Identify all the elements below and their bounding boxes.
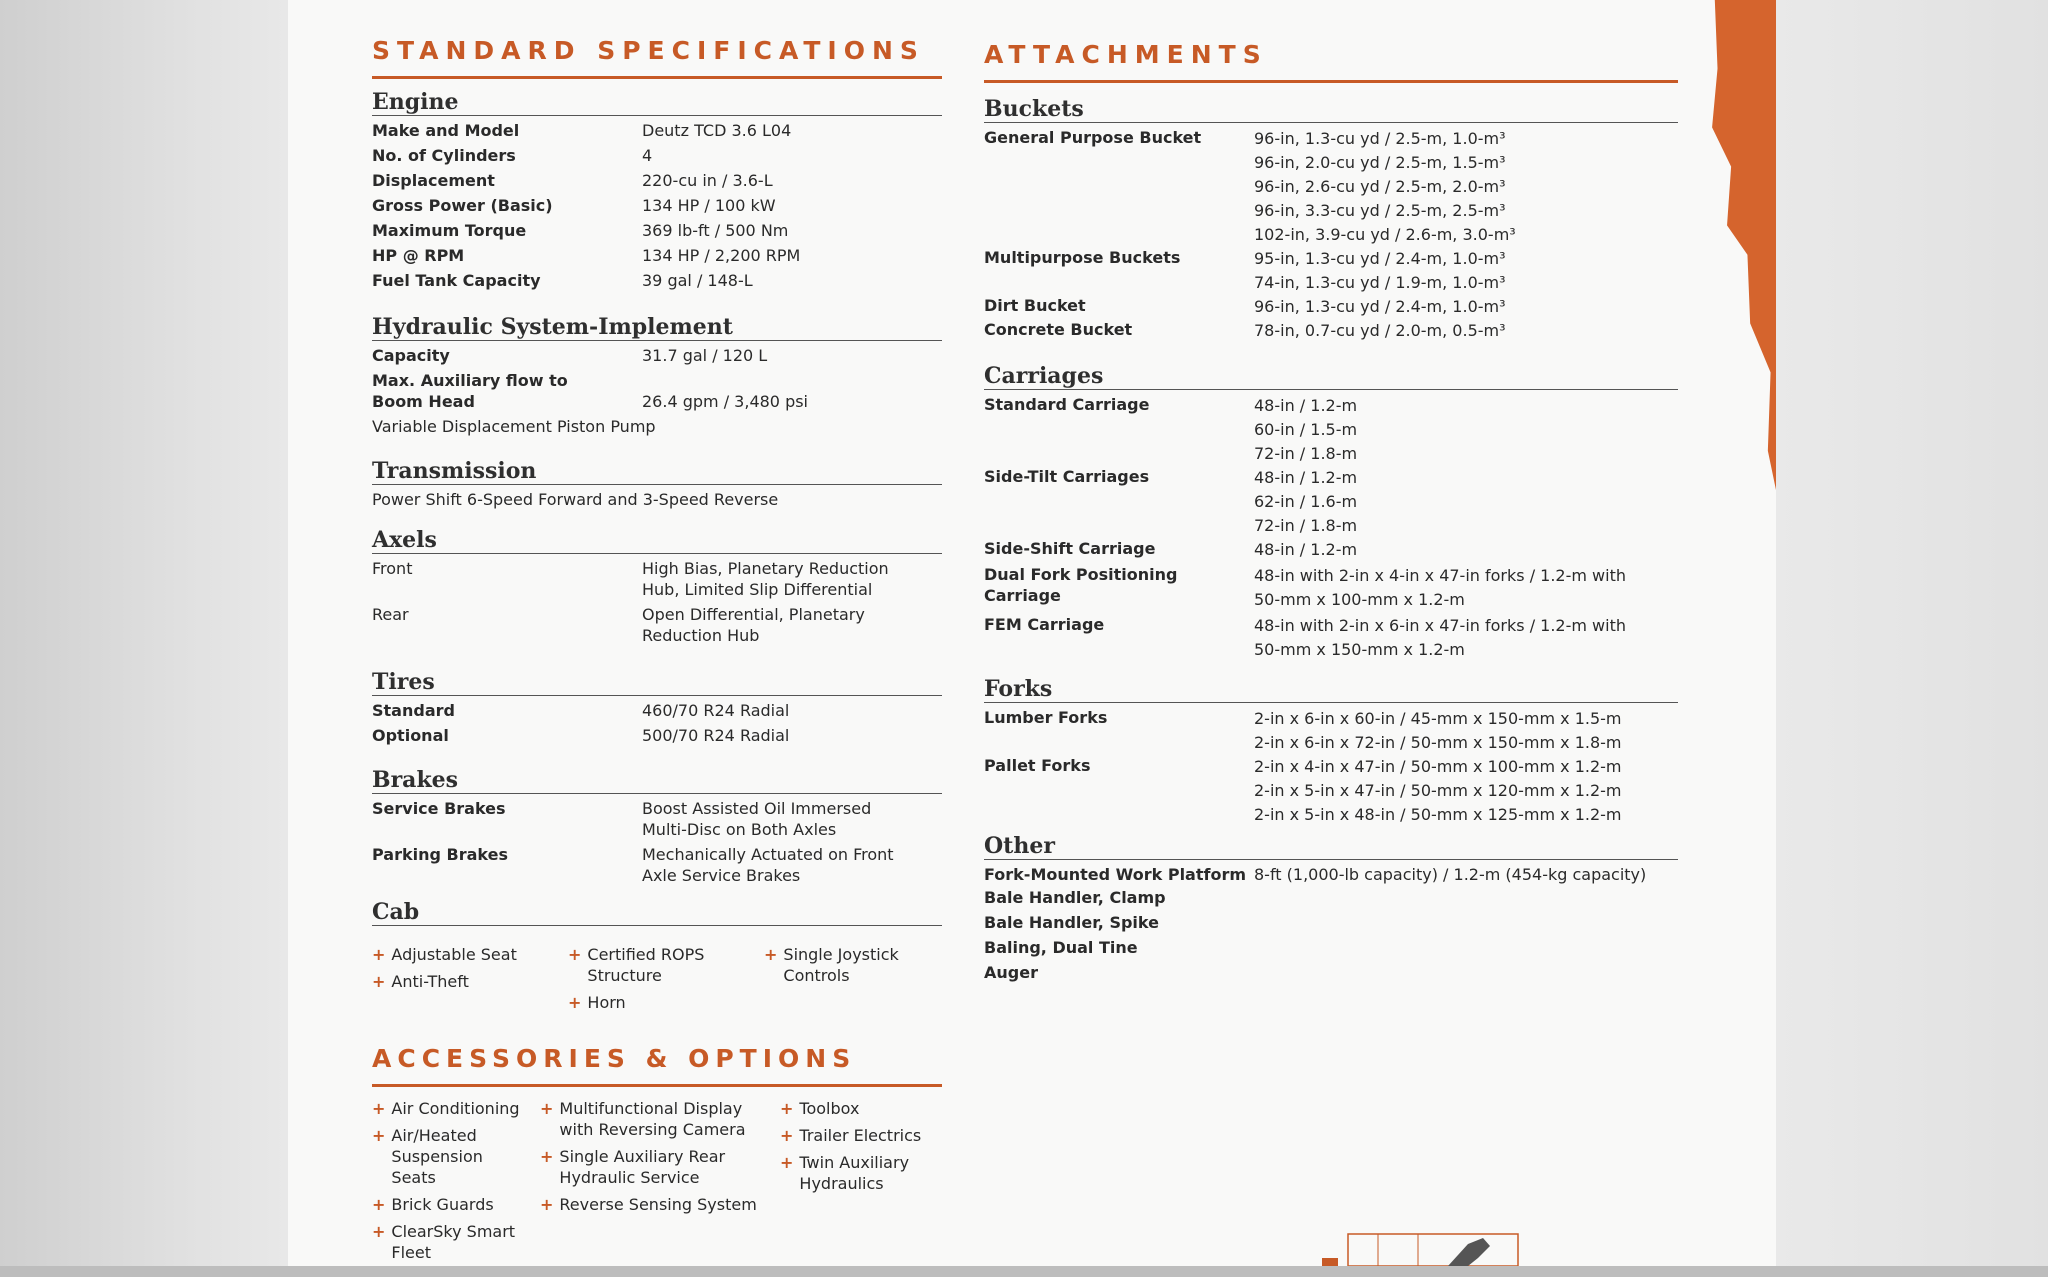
list-item: + Air Conditioning xyxy=(372,1099,520,1118)
buckets-heading: Buckets xyxy=(984,96,1678,123)
list-item: + ClearSky Smart Fleet xyxy=(372,1222,516,1262)
engine-heading: Engine xyxy=(372,89,942,116)
axels-section xyxy=(372,527,942,650)
cab-section xyxy=(372,899,942,1019)
tires-heading: Tires xyxy=(372,669,942,696)
platform-label: Fork-Mounted Work Platform xyxy=(984,865,1247,884)
carriage-row: FEM Carriage 48-in with 2-in x 6-in x 47-in forks / 1.2-m with 50-mm x 150-mm x 1.2-m xyxy=(984,615,1626,659)
list-item: + Brick Guards xyxy=(372,1195,494,1214)
boom-head-label: Boom Head xyxy=(372,392,475,411)
capacity-value: 31.7 gal / 120 L xyxy=(642,346,768,365)
bucket-row: Dirt Bucket 96-in, 1.3-cu yd / 2.4-m, 1.0-m³ xyxy=(984,296,1506,316)
accessories-section xyxy=(372,1080,942,1268)
list-item: Bale Handler, Spike xyxy=(984,913,1159,932)
aux-flow-label: Max. Auxiliary flow to xyxy=(372,371,568,390)
forks-heading: Forks xyxy=(984,676,1678,703)
engine-row: Maximum Torque 369 lb-ft / 500 Nm xyxy=(372,221,789,240)
carriages-heading: Carriages xyxy=(984,363,1678,390)
bucket-row: General Purpose Bucket 96-in, 1.3-cu yd / 2.5-m, 1.0-m³ 96-in, 2.0-cu yd / 2.5-m, 1.5-m³ 96-in, 2.6-cu yd / 2.5-m, 2.0-m³ 96-in, 3.3-cu yd / 2.5-m, 2.5-m³ 102-in, 3.9-cu yd / 2.6-m, 3.0-m³ xyxy=(984,128,1516,244)
list-item: + Reverse Sensing System xyxy=(540,1195,757,1214)
list-item: + Air/Heated Suspension Seats xyxy=(372,1126,483,1187)
list-item: + Trailer Electrics xyxy=(780,1126,922,1145)
capacity-label: Capacity xyxy=(372,346,450,365)
pump-note: Variable Displacement Piston Pump xyxy=(372,417,656,436)
footer-diagram-graphic xyxy=(1318,1228,1550,1268)
list-item: + Anti-Theft xyxy=(372,972,469,991)
transmission-heading: Transmission xyxy=(372,458,942,485)
accessories-list xyxy=(372,1098,942,1268)
spec-sheet-page xyxy=(288,0,1776,1268)
buckets-section xyxy=(984,96,1678,343)
carriage-row: Side-Tilt Carriages 48-in / 1.2-m 62-in / 1.6-m 72-in / 1.8-m xyxy=(984,467,1358,535)
fork-row: Lumber Forks 2-in x 6-in x 60-in / 45-mm x 150-mm x 1.5-m 2-in x 6-in x 72-in / 50-mm x 150-mm x 1.8-m xyxy=(984,708,1622,752)
other-heading: Other xyxy=(984,833,1678,860)
tires-section xyxy=(372,669,942,750)
bucket-row: Concrete Bucket 78-in, 0.7-cu yd / 2.0-m, 0.5-m³ xyxy=(984,320,1506,340)
list-item: + Twin Auxiliary Hydraulics xyxy=(780,1153,910,1193)
accessories-title: ACCESSORIES & OPTIONS xyxy=(372,1044,942,1087)
carriage-row: Side-Shift Carriage 48-in / 1.2-m xyxy=(984,539,1358,559)
cab-heading: Cab xyxy=(372,899,942,926)
list-item: Baling, Dual Tine xyxy=(984,938,1138,957)
list-item: + Multifunctional Display with Reversing Camera xyxy=(540,1099,746,1139)
monitor-bezel-right xyxy=(1776,0,2048,1277)
carriages-section xyxy=(984,363,1678,662)
fork-row: Pallet Forks 2-in x 4-in x 47-in / 50-mm x 100-mm x 1.2-m 2-in x 5-in x 47-in / 50-mm x 120-mm x 1.2-m 2-in x 5-in x 48-in / 50-mm x 125-mm x 1.2-m xyxy=(984,756,1622,824)
monitor-bezel-left xyxy=(0,0,288,1277)
bucket-row: Multipurpose Buckets 95-in, 1.3-cu yd / 2.4-m, 1.0-m³ 74-in, 1.3-cu yd / 1.9-m, 1.0-m³ xyxy=(984,248,1506,292)
engine-row: No. of Cylinders 4 xyxy=(372,146,653,165)
engine-row: Gross Power (Basic) 134 HP / 100 kW xyxy=(372,196,776,215)
brakes-heading: Brakes xyxy=(372,767,942,794)
axel-row: Rear Open Differential, Planetary Reduction Hub xyxy=(372,605,865,645)
list-item: + Single Auxiliary Rear Hydraulic Service xyxy=(540,1147,726,1187)
engine-section xyxy=(372,89,942,295)
list-item: Bale Handler, Clamp xyxy=(984,888,1166,907)
orange-brush-stroke xyxy=(1708,0,1776,490)
aux-flow-value: 26.4 gpm / 3,480 psi xyxy=(642,392,808,411)
tire-row: Optional 500/70 R24 Radial xyxy=(372,726,790,745)
axels-heading: Axels xyxy=(372,527,942,554)
tire-row: Standard 460/70 R24 Radial xyxy=(372,701,790,720)
monitor-bottom-edge xyxy=(0,1266,2048,1277)
hydraulic-section xyxy=(372,314,942,438)
engine-row: HP @ RPM 134 HP / 2,200 RPM xyxy=(372,246,801,265)
cab-features xyxy=(372,944,942,1019)
list-item: Auger xyxy=(984,963,1038,982)
brake-row: Service Brakes Boost Assisted Oil Immersed Multi-Disc on Both Axles xyxy=(372,799,872,839)
transmission-note: Power Shift 6-Speed Forward and 3-Speed Reverse xyxy=(372,490,779,509)
list-item: + Toolbox xyxy=(780,1099,860,1118)
standard-specifications-title: STANDARD SPECIFICATIONS xyxy=(372,36,942,79)
brake-row: Parking Brakes Mechanically Actuated on Front Axle Service Brakes xyxy=(372,845,894,885)
hydraulic-heading: Hydraulic System-Implement xyxy=(372,314,942,341)
brakes-section xyxy=(372,767,942,890)
list-item: + Adjustable Seat xyxy=(372,945,517,964)
axel-row: Front High Bias, Planetary Reduction Hub, Limited Slip Differential xyxy=(372,559,889,599)
other-section xyxy=(984,833,1678,985)
transmission-section xyxy=(372,458,942,511)
engine-row: Make and Model Deutz TCD 3.6 L04 xyxy=(372,121,792,140)
engine-row: Fuel Tank Capacity 39 gal / 148-L xyxy=(372,271,753,290)
engine-row: Displacement 220-cu in / 3.6-L xyxy=(372,171,773,190)
platform-value: 8-ft (1,000-lb capacity) / 1.2-m (454-kg capacity) xyxy=(1254,865,1647,884)
list-item: + Single Joystick Controls xyxy=(764,945,899,985)
attachments-title: ATTACHMENTS xyxy=(984,40,1678,83)
list-item: + Certified ROPS Structure xyxy=(568,945,705,985)
forks-section xyxy=(984,676,1678,827)
list-item: + Horn xyxy=(568,993,626,1012)
carriage-row: Dual Fork Positioning Carriage 48-in with 2-in x 4-in x 47-in forks / 1.2-m with 50-mm x 100-mm x 1.2-m xyxy=(984,565,1626,609)
carriage-row: Standard Carriage 48-in / 1.2-m 60-in / 1.5-m 72-in / 1.8-m xyxy=(984,395,1358,463)
